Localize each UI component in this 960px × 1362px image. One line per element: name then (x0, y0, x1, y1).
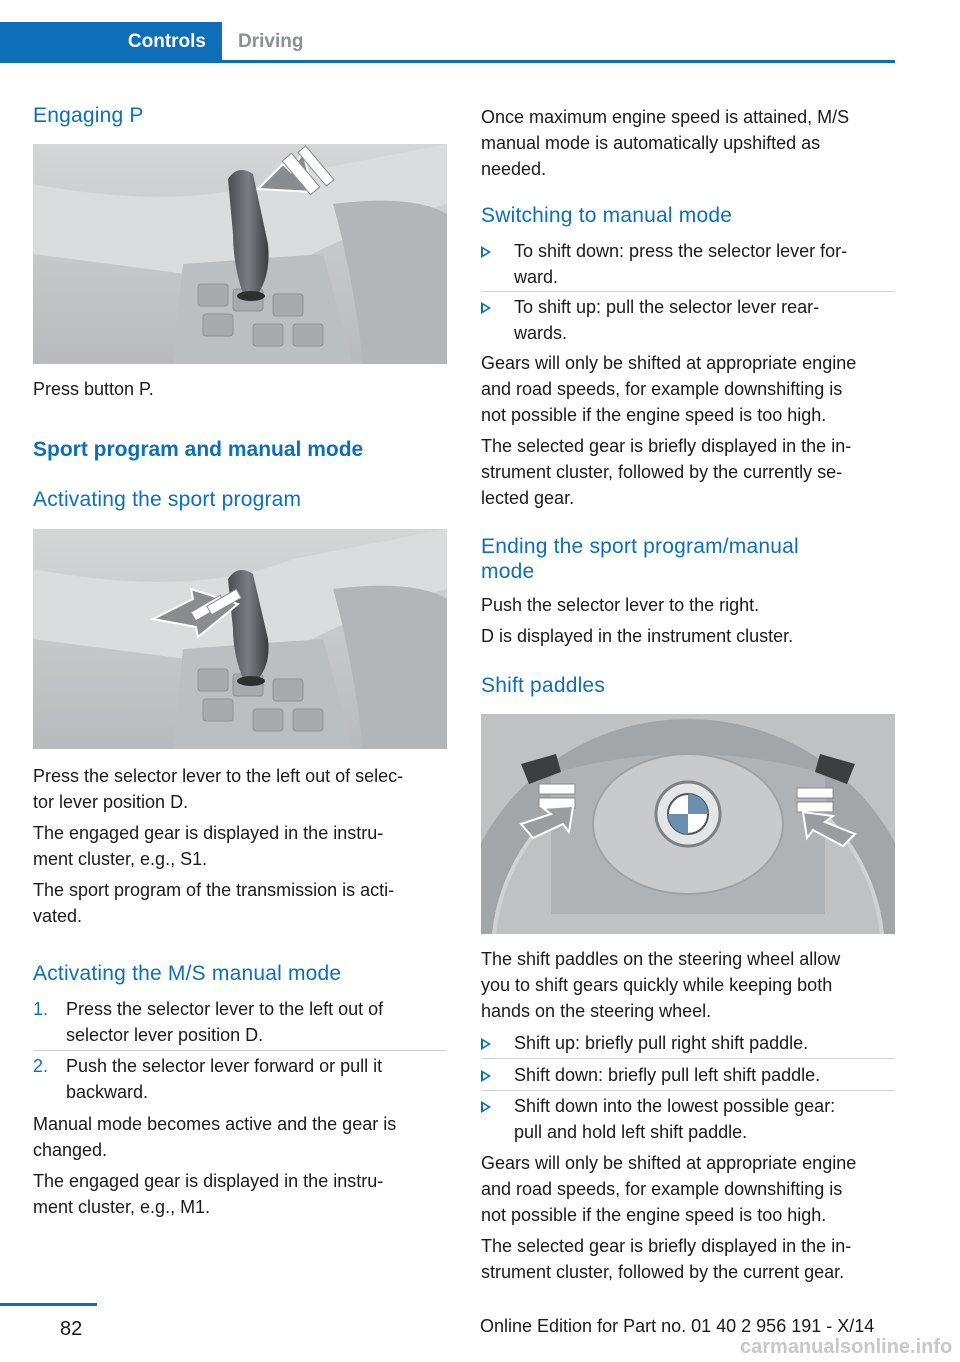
list-item (481, 1093, 895, 1145)
divider (481, 291, 895, 292)
bullet-triangle-icon (481, 302, 491, 314)
selected-line-3: lected gear. (481, 488, 575, 508)
max-speed-line-2: manual mode is automatically upshifted as (481, 133, 821, 153)
push-right-text: Push the selector lever to the right. (481, 595, 760, 615)
gears-only-line-3: not possible if the engine speed is too high. (481, 405, 827, 425)
item-text-line-1: Shift down into the lowest possible gear: (514, 1096, 836, 1116)
engaged-m1-line-1: The engaged gear is displayed in the instru‐ (33, 1171, 384, 1191)
gear-selector-left-illustration (33, 529, 447, 749)
sport-activated-line-1: The sport program of the transmission is acti‐ (33, 880, 395, 900)
max-speed-line-3: needed. (481, 159, 547, 179)
step-text-line-2: backward. (66, 1082, 149, 1102)
divider (481, 1090, 895, 1091)
item-text-line-2: wards. (514, 323, 568, 343)
paddles-desc-line-3: hands on the steering wheel. (481, 1001, 712, 1021)
list-item (33, 1053, 447, 1105)
divider (33, 1050, 447, 1051)
sport-manual-heading: Sport program and manual mode (33, 438, 364, 461)
bullet-triangle-icon (481, 1038, 491, 1050)
divider (481, 1058, 895, 1059)
gears-only2-line-3: not possible if the engine speed is too high. (481, 1205, 827, 1225)
item-text-line-1: To shift up: pull the selector lever rear‐ (514, 297, 820, 317)
gears-only-line-1: Gears will only be shifted at appropriate engine (481, 353, 857, 373)
list-item (481, 238, 895, 290)
bullet-triangle-icon (481, 246, 491, 258)
step-text-line-1: Push the selector lever forward or pull it (66, 1056, 383, 1076)
bullet-triangle-icon (481, 1070, 491, 1082)
item-text-line-2: pull and hold left shift paddle. (514, 1122, 748, 1142)
page-number: 82 (60, 1318, 83, 1340)
item-text-line-2: ward. (514, 267, 559, 287)
step-text-line-2: selector lever position D. (66, 1025, 264, 1045)
shift-paddles-heading: Shift paddles (481, 674, 606, 697)
ms-manual-heading: Activating the M/S manual mode (33, 962, 342, 985)
step-number: 1. (33, 999, 49, 1019)
page-header (0, 0, 895, 62)
step-number: 2. (33, 1056, 49, 1076)
gears-only2-line-1: Gears will only be shifted at appropriate engine (481, 1153, 857, 1173)
ending-heading-line-2: mode (481, 560, 535, 583)
ending-heading-line-1: Ending the sport program/manual (481, 535, 799, 558)
engaged-m1-line-2: ment cluster, e.g., M1. (33, 1197, 211, 1217)
header-rule (0, 60, 895, 63)
activating-sport-heading: Activating the sport program (33, 488, 302, 511)
list-item (481, 294, 895, 346)
switching-manual-heading: Switching to manual mode (481, 204, 733, 227)
edition-text: Online Edition for Part no. 01 40 2 956 191 - X/14 (480, 1316, 875, 1336)
bullet-triangle-icon (481, 1101, 491, 1113)
item-text-line-1: Shift down: briefly pull left shift paddle. (514, 1065, 821, 1085)
gear-selector-press-p-illustration (33, 144, 447, 364)
selected2-line-2: strument cluster, followed by the current gear. (481, 1262, 845, 1282)
manual-active-line-1: Manual mode becomes active and the gear is (33, 1114, 397, 1134)
press-selector-line-1: Press the selector lever to the left out of selec‐ (33, 766, 404, 786)
list-item (33, 996, 447, 1048)
press-selector-line-2: tor lever position D. (33, 792, 189, 812)
watermark: carmanualsonline.info (740, 1336, 953, 1358)
engaged-s1-line-1: The engaged gear is displayed in the instru‐ (33, 823, 384, 843)
engaged-s1-line-2: ment cluster, e.g., S1. (33, 849, 208, 869)
d-displayed-text: D is displayed in the instrument cluster. (481, 626, 794, 646)
list-item (481, 1030, 895, 1056)
press-p-text: Press button P. (33, 379, 154, 399)
gears-only-line-2: and road speeds, for example downshifting is (481, 379, 843, 399)
manual-active-line-2: changed. (33, 1140, 108, 1160)
engaging-p-heading: Engaging P (33, 104, 144, 127)
item-text-line-1: Shift up: briefly pull right shift paddle. (514, 1033, 809, 1053)
paddles-desc-line-1: The shift paddles on the steering wheel allow (481, 949, 841, 969)
item-text-line-1: To shift down: press the selector lever for‐ (514, 241, 848, 261)
steering-wheel-shift-paddles-illustration (481, 714, 895, 934)
tab-controls[interactable]: Controls (0, 22, 222, 62)
list-item (481, 1062, 895, 1088)
gears-only2-line-2: and road speeds, for example downshifting is (481, 1179, 843, 1199)
sport-activated-line-2: vated. (33, 906, 83, 926)
footer-rule (0, 1303, 97, 1306)
selected2-line-1: The selected gear is briefly displayed in the in‐ (481, 1236, 852, 1256)
paddles-desc-line-2: you to shift gears quickly while keeping both (481, 975, 833, 995)
selected-line-1: The selected gear is briefly displayed in the in‐ (481, 436, 852, 456)
max-speed-line-1: Once maximum engine speed is attained, M/S (481, 107, 850, 127)
tab-driving[interactable]: Driving (238, 31, 304, 52)
step-text-line-1: Press the selector lever to the left out of (66, 999, 384, 1019)
selected-line-2: strument cluster, followed by the currently se‐ (481, 462, 843, 482)
